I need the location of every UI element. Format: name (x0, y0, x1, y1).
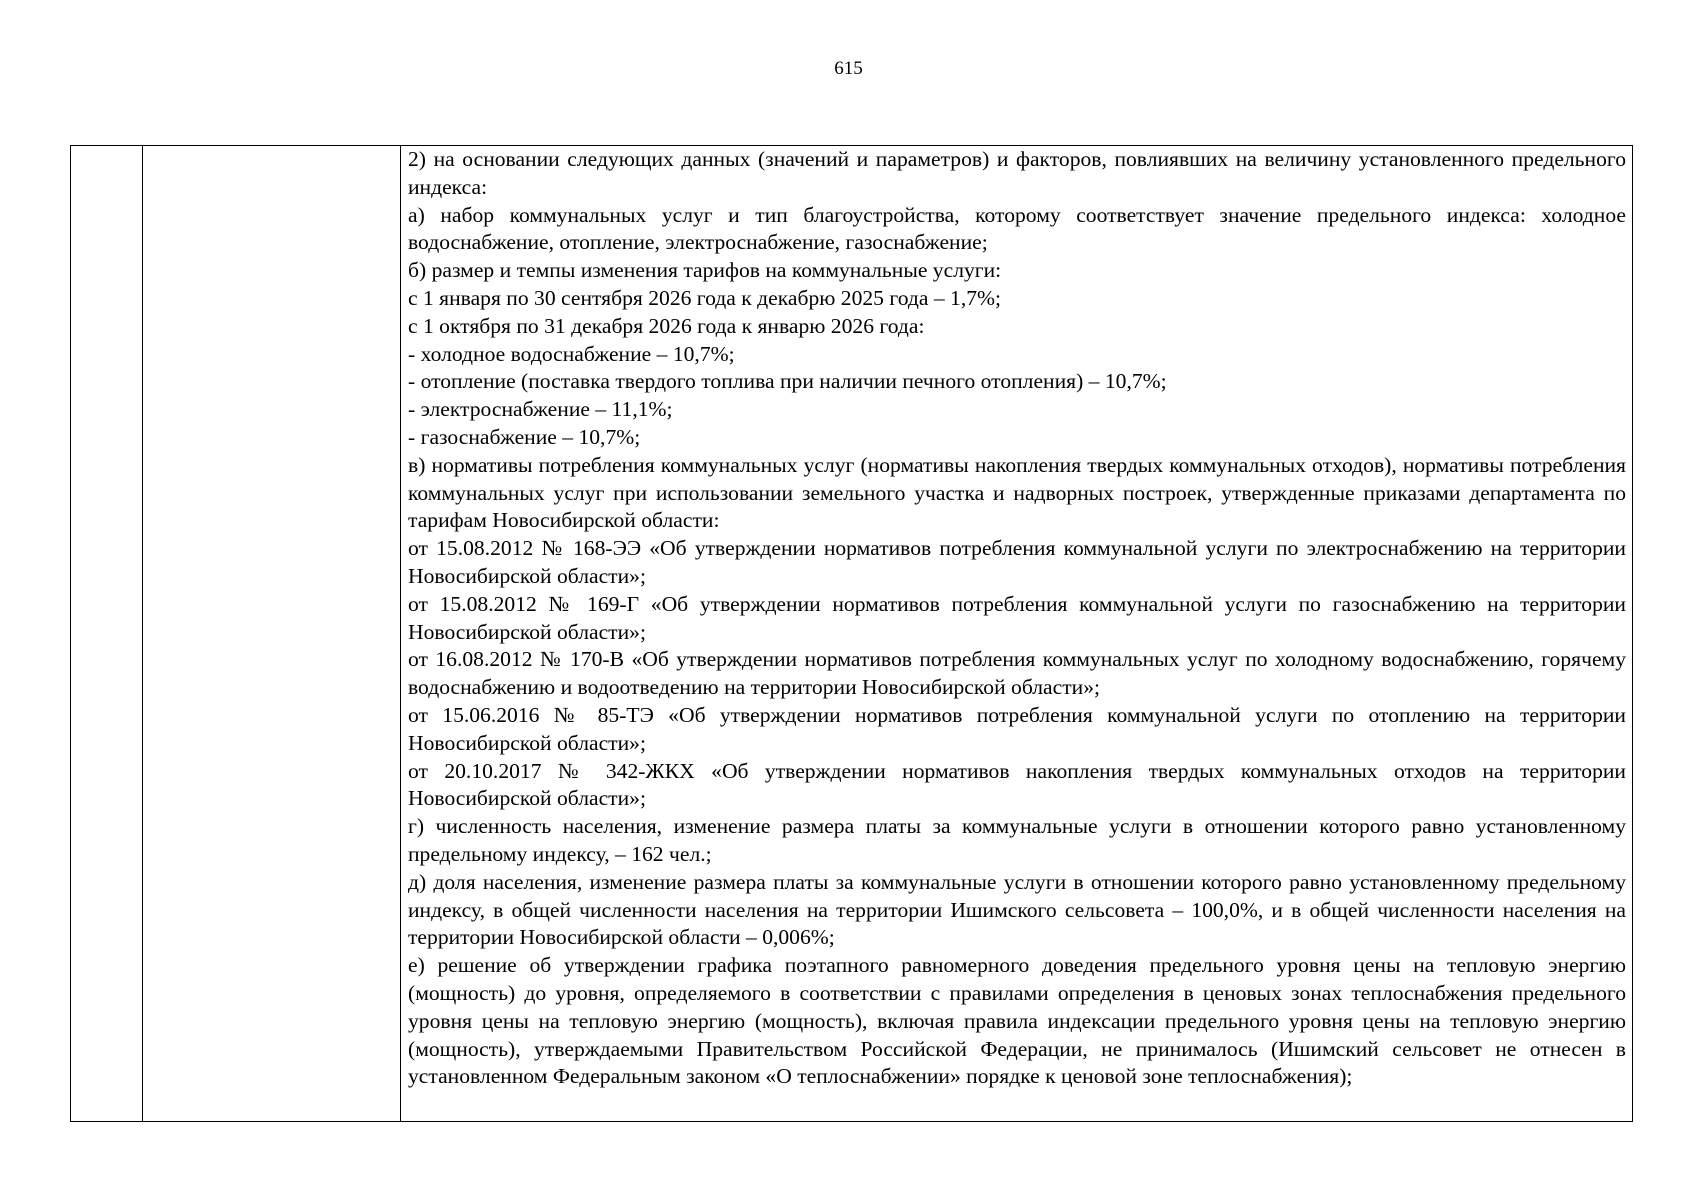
list-item-cold-water: - холодное водоснабжение – 10,7%; (408, 341, 735, 366)
paragraph-b-tariffs: б) размер и темпы изменения тарифов на коммунальные услуги: (408, 258, 1002, 283)
order-85-te: от 15.06.2016 № 85-ТЭ «Об утверждении нормативов потребления коммунальной услуги по отоплению на территории Новосибирской области»; (408, 702, 1626, 755)
order-169-g: от 15.08.2012 № 169-Г «Об утверждении нормативов потребления коммунальной услуги по газоснабжению на территории Новосибирской области»; (408, 591, 1626, 644)
paragraph-basis: 2) на основании следующих данных (значений и параметров) и факторов, повлиявших на величину установленного предельного индекса: (408, 147, 1626, 199)
paragraph-e-heat-price-decision: е) решение об утверждении графика поэтапного равномерного доведения предельного уровня цены на тепловую энергию (мощность) до уровня, определяемого в соответствии с правилами определения в ценовых зонах теплоснабжения предельного уровня цены на тепловую энергию (мощность), включая правила индексации предельного уровня цены на тепловую энергию (мощность), утверждаемыми Правительством Российской Федерации, не принималось (Ишимский сельсовет не отнесен в установленном Федеральным законом «О теплоснабжении» порядке к ценовой зоне теплоснабжения); (408, 953, 1626, 1089)
list-item-gas: - газоснабжение – 10,7%; (408, 424, 641, 449)
order-168-ee: от 15.08.2012 № 168-ЭЭ «Об утверждении нормативов потребления коммунальной услуги по электроснабжению на территории Новосибирской области»; (408, 536, 1626, 588)
table-row (71, 146, 1633, 1122)
paragraph-tariff-period-2: с 1 октября по 31 декабря 2026 года к январю 2026 года: (408, 313, 925, 338)
paragraph-tariff-period-1: с 1 января по 30 сентября 2026 года к декабрю 2025 года – 1,7%; (408, 285, 1002, 310)
page-number: 615 (834, 58, 863, 79)
list-item-heating: - отопление (поставка твердого топлива при наличии печного отопления) – 10,7%; (408, 369, 1167, 394)
table-cell-justification (401, 146, 1633, 1122)
table-cell-number (71, 146, 143, 1122)
paragraph-g-population: г) численность населения, изменение размера платы за коммунальные услуги в отношении которого равно установленному предельному индексу, – 162 чел.; (408, 814, 1626, 866)
order-170-v: от 16.08.2012 № 170-В «Об утверждении нормативов потребления коммунальных услуг по холодному водоснабжению, горячему водоснабжению и водоотведению на территории Новосибирской области»; (408, 647, 1626, 700)
order-342-zhkh: от 20.10.2017 № 342-ЖКХ «Об утверждении нормативов накопления твердых коммунальных отходов на территории Новосибирской области»; (408, 758, 1626, 811)
document-table (70, 145, 1633, 1122)
paragraph-v-norms: в) нормативы потребления коммунальных услуг (нормативы накопления твердых коммунальных отходов), нормативы потребления коммунальных услуг при использовании земельного участка и надворных построек, утвержденные приказами департамента по тарифам Новосибирской области: (408, 452, 1626, 533)
justification-text (401, 146, 1632, 1091)
list-item-electricity: - электроснабжение – 11,1%; (408, 397, 673, 422)
paragraph-a-services-set: а) набор коммунальных услуг и тип благоустройства, которому соответствует значение предельного индекса: холодное водоснабжение, отопление, электроснабжение, газоснабжение; (408, 202, 1626, 255)
table-cell-municipality (143, 146, 401, 1122)
paragraph-d-population-share: д) доля населения, изменение размера платы за коммунальные услуги в отношении которого равно установленному предельному индексу, в общей численности населения на территории Ишимского сельсовета – 100,0%, и в общей численности населения на территории Новосибирской области – 0,006%; (408, 869, 1626, 950)
